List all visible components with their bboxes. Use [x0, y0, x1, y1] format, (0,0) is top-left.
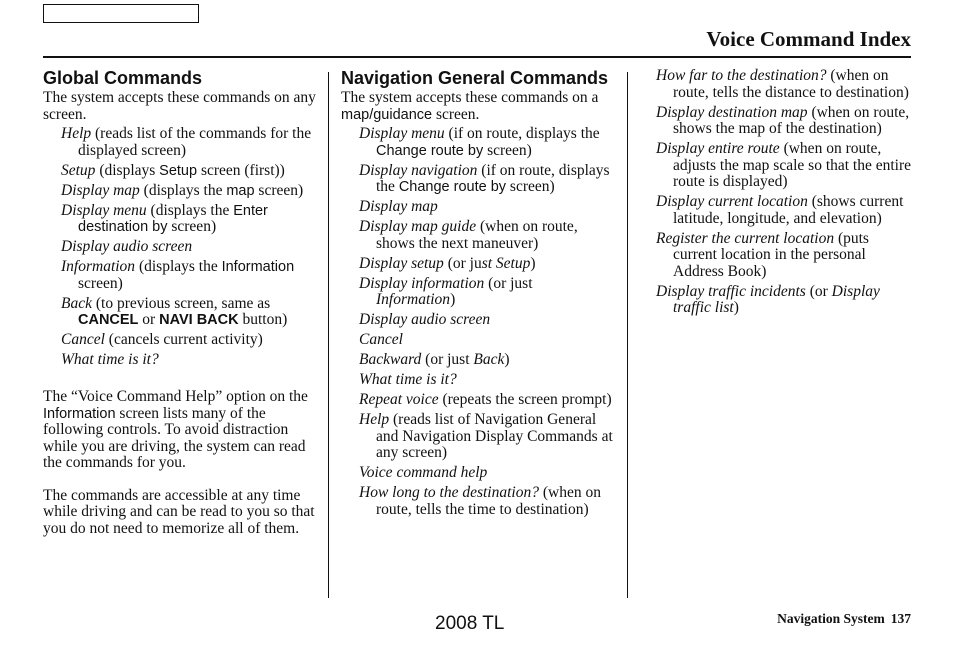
command-backward: Backward (or just Back) — [359, 351, 510, 368]
command-display-information: Display information (or just Information) — [359, 274, 533, 308]
header-tab-box — [43, 4, 199, 23]
command-help: Help (reads list of the commands for the displayed screen) — [61, 125, 312, 159]
navigation-general-heading: Navigation General Commands — [341, 68, 609, 88]
command-setup: Setup (displays Setup screen (first)) — [61, 161, 285, 179]
command-how-far: How far to the destination? (when on route, tells the distance to destination) — [656, 67, 909, 101]
command-how-long: How long to the destination? (when on route, tells the time to destination) — [359, 484, 601, 518]
command-display-current-location: Display current location (shows current latitude, longitude, and elevation) — [656, 193, 904, 227]
command-help: Help (reads list of Navigation General and Navigation Display Commands at any screen) — [359, 411, 613, 461]
command-back: Back (to previous screen, same as CANCEL or NAVI BACK button) — [61, 294, 288, 328]
page-title: Voice Command Index — [706, 27, 911, 51]
navigation-general-column — [341, 68, 613, 522]
command-display-map: Display map — [359, 198, 438, 215]
command-display-setup: Display setup (or just Setup) — [359, 254, 536, 272]
command-display-audio-screen: Display audio screen — [61, 238, 193, 255]
command-display-destination-map: Display destination map (when on route, shows the map of the destination) — [656, 103, 910, 137]
global-commands-column — [43, 68, 318, 537]
section-name: Navigation System — [777, 611, 885, 626]
navigation-general-intro: The system accepts these commands on a map/guidance screen. — [341, 89, 599, 123]
command-register-location: Register the current location (puts current location in the personal Address Book) — [656, 229, 869, 280]
header-rule — [43, 56, 911, 58]
accessible-paragraph: The commands are accessible at any time while driving and can be read to you so that you do not need to memorize all of them. — [43, 486, 315, 537]
command-display-audio-screen: Display audio screen — [359, 311, 491, 328]
command-what-time: What time is it? — [359, 371, 457, 388]
global-commands-intro: The system accepts these commands on any screen. — [43, 89, 316, 123]
voice-help-paragraph: The “Voice Command Help” option on the Information screen lists many of the following controls. To avoid distraction while you are driving, the system can read the commands for you. — [43, 388, 308, 471]
command-display-traffic: Display traffic incidents (or Display traffic list) — [656, 282, 880, 316]
navigation-general-column-continued — [656, 68, 912, 320]
column-divider-2 — [627, 72, 628, 598]
command-information: Information (displays the Information screen) — [61, 258, 295, 292]
page-number: 137 — [890, 611, 911, 626]
command-what-time: What time is it? — [61, 351, 159, 368]
command-cancel: Cancel — [359, 331, 403, 348]
command-display-menu: Display menu (if on route, displays the Change route by screen) — [359, 125, 600, 159]
command-display-map: Display map (displays the map screen) — [61, 181, 304, 199]
command-cancel: Cancel (cancels current activity) — [61, 331, 263, 348]
command-repeat-voice: Repeat voice (repeats the screen prompt) — [359, 391, 612, 408]
column-divider-1 — [328, 72, 329, 598]
command-display-map-guide: Display map guide (when on route, shows the next maneuver) — [359, 218, 578, 252]
command-display-entire-route: Display entire route (when on route, adjusts the map scale so that the entire route is displayed) — [656, 140, 912, 190]
global-commands-heading: Global Commands — [43, 68, 203, 88]
command-voice-command-help: Voice command help — [359, 464, 488, 481]
page-footer — [777, 611, 911, 627]
command-display-navigation: Display navigation (if on route, displays the Change route by screen) — [359, 161, 610, 195]
model-label: 2008 TL — [435, 613, 505, 634]
command-display-menu: Display menu (displays the Enter destination by screen) — [61, 201, 268, 235]
